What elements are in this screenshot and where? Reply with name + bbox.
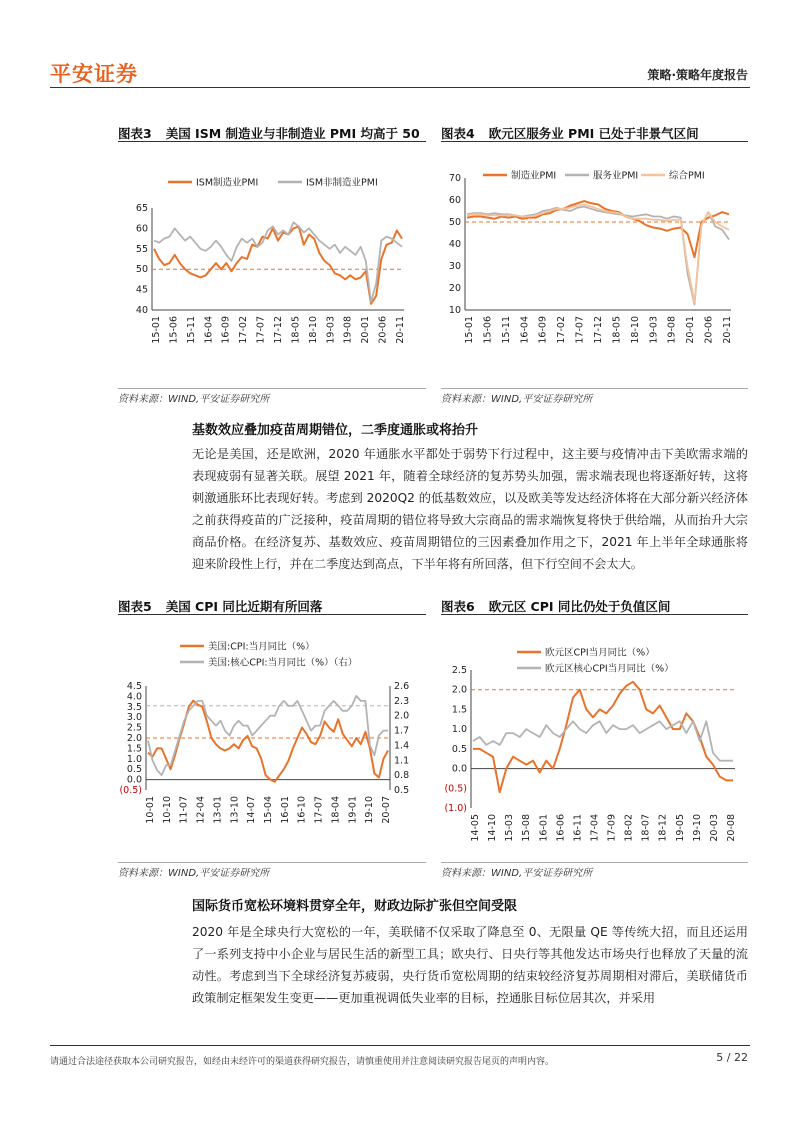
x-tick-label: 15-03 bbox=[504, 814, 516, 842]
x-tick-label: 17-09 bbox=[606, 814, 618, 842]
fig5-rule bbox=[118, 614, 426, 615]
x-tick-label: 16-01 bbox=[538, 814, 550, 842]
x-tick-label: 18-04 bbox=[330, 796, 342, 824]
x-tick-label: 17-12 bbox=[273, 316, 284, 344]
y-tick-label: 1.0 bbox=[451, 724, 467, 736]
x-tick-label: 20-03 bbox=[708, 814, 720, 842]
x-tick-label: 18-05 bbox=[290, 316, 302, 344]
legend-label-0: 美国:CPI:当月同比（%） bbox=[208, 641, 315, 653]
x-tick-label: 13-01 bbox=[212, 796, 224, 824]
x-tick-label: 20-11 bbox=[722, 316, 733, 344]
fig3-rule bbox=[118, 141, 426, 142]
y-tick-label: 65 bbox=[135, 203, 148, 214]
legend-label-1: ISM非制造业PMI bbox=[306, 177, 378, 189]
report-type: 策略·策略年度报告 bbox=[647, 68, 748, 82]
x-tick-label: 15-04 bbox=[263, 796, 274, 824]
x-tick-label: 17-07 bbox=[313, 796, 325, 824]
y-tick-label: 0.5 bbox=[451, 743, 467, 755]
series-line-2 bbox=[467, 204, 729, 302]
legend-label-0: 制造业PMI bbox=[511, 170, 557, 182]
fig4-source: 资料来源：WIND,平安证券研究所 bbox=[441, 394, 593, 405]
series-line-1 bbox=[467, 207, 729, 305]
y-right-tick-label: 1.1 bbox=[394, 755, 410, 767]
y-tick-label: 2.0 bbox=[126, 733, 142, 744]
x-tick-label: 17-12 bbox=[593, 316, 604, 344]
series-line-0 bbox=[473, 682, 733, 792]
y-tick-label: 3.5 bbox=[126, 701, 142, 713]
x-tick-label: 20-08 bbox=[726, 814, 737, 842]
x-tick-label: 18-02 bbox=[623, 814, 635, 842]
footer-divider bbox=[50, 1045, 750, 1046]
x-tick-label: 16-09 bbox=[537, 316, 549, 344]
y-tick-label: 2.5 bbox=[451, 665, 467, 676]
y-tick-label: 1.5 bbox=[451, 704, 467, 716]
y-tick-label: 1.0 bbox=[126, 753, 142, 765]
x-tick-label: 16-01 bbox=[279, 796, 291, 824]
y-right-tick-label: 2.3 bbox=[394, 695, 410, 707]
x-tick-label: 19-08 bbox=[666, 316, 678, 344]
y-right-tick-label: 2.0 bbox=[394, 710, 410, 722]
x-tick-label: 20-11 bbox=[395, 316, 406, 344]
y-tick-label: 55 bbox=[135, 243, 148, 255]
fig6-rule bbox=[441, 614, 748, 615]
x-tick-label: 19-10 bbox=[691, 814, 703, 842]
euro-cpi-chart bbox=[441, 632, 748, 854]
y-tick-label: 0.0 bbox=[126, 774, 142, 786]
x-tick-label: 10-01 bbox=[145, 796, 156, 824]
y-tick-label: 2.0 bbox=[451, 684, 467, 696]
fig4-title: 图表4 欧元区服务业 PMI 已处于非景气区间 bbox=[441, 126, 699, 141]
y-tick-label: 30 bbox=[448, 261, 461, 272]
x-tick-label: 14-05 bbox=[470, 814, 481, 842]
fig5-bottom-rule bbox=[118, 862, 426, 863]
legend-label-0: ISM制造业PMI bbox=[196, 177, 259, 189]
x-tick-label: 20-06 bbox=[377, 316, 389, 344]
x-tick-label: 18-05 bbox=[611, 316, 623, 344]
series-line-1 bbox=[154, 222, 402, 301]
fig6-source: 资料来源：WIND,平安证券研究所 bbox=[441, 868, 593, 879]
y-right-tick-label: 0.5 bbox=[394, 785, 410, 796]
series-line-1 bbox=[473, 721, 733, 760]
legend-label-1: 美国:核心CPI:当月同比（%）（右） bbox=[208, 657, 358, 669]
x-tick-label: 15-01 bbox=[151, 316, 162, 344]
y-tick-label: 0.5 bbox=[126, 764, 142, 776]
y-tick-label: 60 bbox=[448, 195, 461, 206]
y-right-tick-label: 1.4 bbox=[394, 740, 410, 752]
x-tick-label: 15-01 bbox=[464, 316, 475, 344]
x-tick-label: 19-03 bbox=[325, 316, 337, 344]
series-line-0 bbox=[148, 701, 388, 782]
y-tick-label: 1.5 bbox=[126, 743, 142, 755]
x-tick-label: 17-02 bbox=[238, 316, 250, 344]
x-tick-label: 12-04 bbox=[195, 796, 207, 824]
company-logo: 平安证券 bbox=[50, 62, 138, 86]
fig6-title: 图表6 欧元区 CPI 同比仍处于负值区间 bbox=[441, 599, 671, 614]
fig4-bottom-rule bbox=[441, 388, 748, 389]
fig4-rule bbox=[441, 141, 748, 142]
x-tick-label: 11-07 bbox=[178, 796, 190, 824]
x-tick-label: 20-07 bbox=[381, 796, 392, 824]
legend-label-1: 欧元区核心CPI当月同比（%） bbox=[545, 663, 674, 675]
x-tick-label: 15-08 bbox=[521, 814, 533, 842]
legend-label-0: 欧元区CPI当月同比（%） bbox=[545, 647, 655, 659]
us-cpi-chart bbox=[118, 632, 426, 854]
y-tick-label: 20 bbox=[448, 283, 461, 294]
y-tick-label: 70 bbox=[448, 173, 461, 184]
x-tick-label: 19-05 bbox=[674, 814, 686, 842]
fig6-bottom-rule bbox=[441, 862, 748, 863]
page-number: 5 / 22 bbox=[716, 1051, 748, 1064]
x-tick-label: 18-12 bbox=[657, 814, 669, 842]
y-tick-label: 45 bbox=[135, 284, 148, 296]
x-tick-label: 16-10 bbox=[296, 796, 308, 824]
x-tick-label: 17-04 bbox=[589, 814, 601, 842]
section-paragraph-inflation: 无论是美国，还是欧洲，2020 年通胀水平都处于弱势下行过程中，这主要与疫情冲击下美欧需求端的表现疲弱有显著关联。展望 2021 年，随着全球经济的复苏势头加强，需求端表现也将逐渐好转，这将刺激通胀环比表现好转。考虑到 2020Q2 的低基数效应，以及欧美等发达经济体将在大部分新兴经济体之前获得疫苗的广泛接种，疫苗周期的错位将导致大宗商品的需求端恢复将快于供给端，从而抬升大宗商品价格。在经济复苏、基数效应、疫苗周期错位的三因素叠加作用之下，2021 年上半年全球通胀将迎来阶段性上行，并在二季度达到高点，下半年将有所回落，但下行空间不会太大。 bbox=[192, 447, 748, 571]
y-tick-label: 4.5 bbox=[126, 681, 142, 692]
x-tick-label: 13-10 bbox=[229, 796, 241, 824]
x-tick-label: 18-07 bbox=[640, 814, 652, 842]
y-tick-label: (1.0) bbox=[444, 803, 467, 814]
y-tick-label: 40 bbox=[135, 305, 148, 316]
x-tick-label: 19-01 bbox=[347, 796, 359, 824]
x-tick-label: 16-06 bbox=[555, 814, 567, 842]
x-tick-label: 15-11 bbox=[185, 316, 197, 344]
x-tick-label: 14-07 bbox=[246, 796, 258, 824]
x-tick-label: 14-10 bbox=[487, 814, 499, 842]
x-tick-label: 10-10 bbox=[161, 796, 173, 824]
y-tick-label: 50 bbox=[448, 217, 461, 228]
fig5-title: 图表5 美国 CPI 同比近期有所回落 bbox=[118, 599, 323, 614]
fig3-bottom-rule bbox=[118, 388, 426, 389]
fig3-source: 资料来源：WIND,平安证券研究所 bbox=[118, 394, 270, 405]
ism-pmi-chart bbox=[118, 160, 426, 370]
footer-disclaimer: 请通过合法途径获取本公司研究报告，如经由未经许可的渠道获得研究报告，请慎重使用并注意阅读研究报告尾页的声明内容。 bbox=[50, 1057, 555, 1067]
fig5-source: 资料来源：WIND,平安证券研究所 bbox=[118, 868, 270, 879]
x-tick-label: 16-11 bbox=[572, 814, 584, 842]
x-tick-label: 17-02 bbox=[556, 316, 568, 344]
section-heading-monetary: 国际货币宽松环境料贯穿全年，财政边际扩张但空间受限 bbox=[192, 899, 518, 914]
y-right-tick-label: 0.8 bbox=[394, 770, 410, 782]
x-tick-label: 19-10 bbox=[364, 796, 376, 824]
x-tick-label: 15-11 bbox=[500, 316, 512, 344]
y-tick-label: 60 bbox=[135, 223, 148, 235]
x-tick-label: 16-04 bbox=[519, 316, 531, 344]
legend-label-1: 服务业PMI bbox=[593, 170, 639, 182]
y-tick-label: 2.5 bbox=[126, 722, 142, 734]
x-tick-label: 18-10 bbox=[307, 316, 319, 344]
series-line-1 bbox=[148, 696, 388, 775]
x-tick-label: 16-04 bbox=[203, 316, 215, 344]
y-tick-label: (0.5) bbox=[119, 785, 142, 796]
euro-pmi-chart bbox=[441, 160, 748, 370]
y-right-tick-label: 2.6 bbox=[394, 681, 410, 692]
x-tick-label: 16-09 bbox=[220, 316, 232, 344]
y-tick-label: 40 bbox=[448, 239, 461, 250]
x-tick-label: 20-06 bbox=[703, 316, 715, 344]
x-tick-label: 19-08 bbox=[342, 316, 354, 344]
x-tick-label: 19-03 bbox=[648, 316, 660, 344]
y-tick-label: 10 bbox=[448, 305, 461, 316]
x-tick-label: 20-01 bbox=[360, 316, 372, 344]
header-divider bbox=[50, 87, 750, 88]
x-tick-label: 18-10 bbox=[629, 316, 641, 344]
y-tick-label: 3.0 bbox=[126, 712, 142, 724]
fig3-title: 图表3 美国 ISM 制造业与非制造业 PMI 均高于 50 bbox=[118, 126, 420, 141]
x-tick-label: 20-01 bbox=[685, 316, 697, 344]
y-tick-label: (0.5) bbox=[444, 783, 467, 795]
y-tick-label: 4.0 bbox=[126, 691, 142, 703]
y-tick-label: 0.0 bbox=[451, 763, 467, 775]
section-heading-inflation: 基数效应叠加疫苗周期错位，二季度通胀或将抬升 bbox=[192, 423, 479, 438]
x-tick-label: 15-06 bbox=[482, 316, 494, 344]
x-tick-label: 17-07 bbox=[255, 316, 267, 344]
section-paragraph-monetary: 2020 年是全球央行大宽松的一年，美联储不仅采取了降息至 0、无限量 QE 等传统大招，而且还运用了一系列支持中小企业与居民生活的新型工具；欧央行、日央行等其他发达市场央行也释放了天量的流动性。考虑到当下全球经济复苏疲弱，央行货币宽松周期的结束较经济复苏周期相对滞后，美联储货币政策制定框架发生变更——更加重视调低失业率的目标，控通胀目标位居其次，并采用 bbox=[192, 925, 748, 1005]
y-right-tick-label: 1.7 bbox=[394, 725, 410, 737]
legend-label-2: 综合PMI bbox=[669, 170, 705, 182]
x-tick-label: 17-07 bbox=[574, 316, 586, 344]
y-tick-label: 50 bbox=[135, 264, 148, 276]
x-tick-label: 15-06 bbox=[168, 316, 180, 344]
